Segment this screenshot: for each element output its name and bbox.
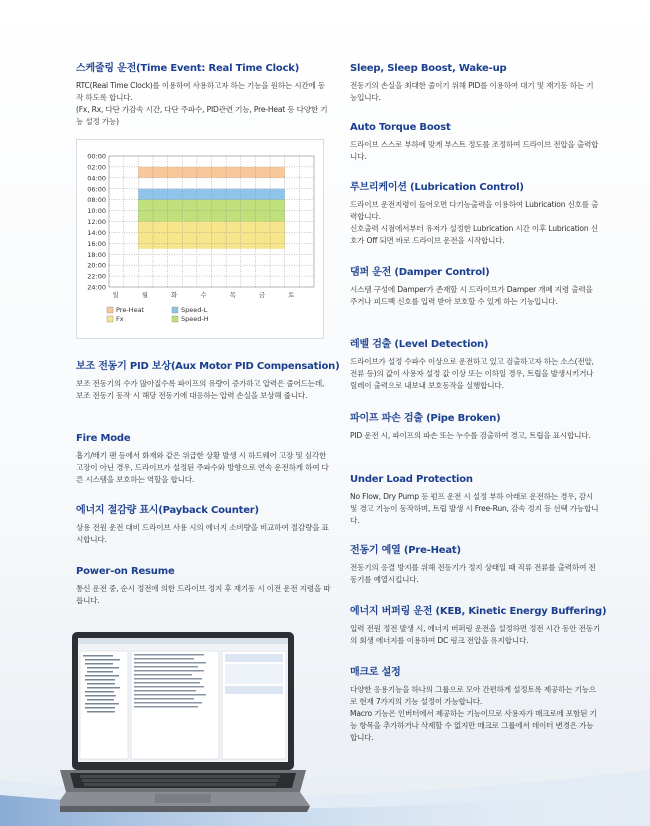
legend-label: Speed-H <box>181 315 209 323</box>
section-desc: 드라이브 스스로 부하에 맞게 부스트 정도를 조정하여 드라이브 전압을 출력합니다. <box>350 140 599 161</box>
section-desc-2: 신호출력 시점에서부터 유저가 설정한 Lubrication 시간 이후 Lubrication 신호가 Off 되면 바로 드라이브 운전을 시작합니다. <box>350 224 598 245</box>
section-desc: 상용 전원 운전 대비 드라이브 사용 시의 에너지 소비량을 비교하여 절감량을 표시합니다. <box>76 523 329 544</box>
section-desc-2: Macro 기능은 인버터에서 제공하는 기능이므로 사용자가 매크로에 포함된 기능 항목을 추가하거나 삭제할 수 없지만 매크로 그룹에서 데이터 변경은 가능합니다. <box>350 709 597 742</box>
section-desc: 다양한 응용기능을 하나의 그룹으로 모아 간편하게 설정토록 제공하는 기능으로 현재 7가지의 기능 설정이 가능합니다. <box>350 685 597 706</box>
section-payback <box>76 504 331 546</box>
section-title: Under Load Protection <box>350 474 473 485</box>
section-schedule <box>76 62 331 128</box>
section-desc: 통신 운전 중, 순시 정전에 의한 드라이브 정지 후 재기동 시 이전 운전 지령을 따릅니다. <box>76 584 331 605</box>
y-tick-label: 20:00 <box>87 261 106 270</box>
section-desc: 흡기/배기 팬 등에서 화재와 같은 위급한 상황 발생 시 하드웨어 고장 및 심각한 고장이 아닌 경우, 드라이브가 설정된 주파수와 방향으로 연속 운전하게 하여 다른 시스템을 보호하는 역할을 합니다. <box>76 451 329 484</box>
legend-label: Speed-L <box>181 306 208 314</box>
section-desc: No Flow, Dry Pump 등 펌프 운전 시 설정 부하 아래로 운전하는 경우, 감시 및 경고 기능이 동작하며, 트립 발생 시 Free-Run, 감속 정지 등 선택 가능합니다. <box>350 492 599 525</box>
legend-label: Fx <box>116 315 124 323</box>
y-tick-label: 10:00 <box>87 207 106 216</box>
section-preheat <box>350 544 600 586</box>
section-desc: 보조 전동기의 수가 많아질수록 파이프의 유량이 증가하고 압력은 줄어드는데, 보조 전동기 동작 시 해당 전동기에 대응하는 압력 손실을 보상해 줍니다. <box>76 379 325 400</box>
section-power-on <box>76 565 331 607</box>
section-title: 파이프 파손 검출 (Pipe Broken) <box>350 413 501 424</box>
section-title: Auto Torque Boost <box>350 122 451 133</box>
section-damper <box>350 266 600 308</box>
section-lubrication <box>350 181 600 247</box>
laptop-illustration <box>60 630 310 818</box>
section-desc: 드라이브 운전지령이 들어오면 다기능출력을 이용하여 Lubrication 신호를 출력합니다. <box>350 200 599 221</box>
section-desc: 드라이브가 설정 수파수 이상으로 운전하고 있고 검출하고자 하는 소스(전압, 전류 등)의 값이 사용자 설정 값 이상 또는 이하일 경우, 트립을 발생시키거나 릴레이 출력으로 내보내 보호동작을 실행합니다. <box>350 357 594 390</box>
legend-swatch <box>107 307 113 313</box>
y-tick-label: 14:00 <box>87 228 106 237</box>
section-title: 레벨 검출 (Level Detection) <box>350 339 489 350</box>
section-pipe <box>350 412 600 442</box>
section-keb <box>350 605 607 647</box>
section-level <box>350 338 600 392</box>
section-title: Power-on Resume <box>76 566 175 577</box>
x-tick-label: 화 <box>171 291 178 299</box>
section-desc: 전동기의 손실을 최대한 줄이기 위해 PID를 이용하여 대기 및 재기동 하는 기능입니다. <box>350 81 594 102</box>
section-underload <box>350 473 600 527</box>
section-title: 댐퍼 운전 (Damper Control) <box>350 267 490 278</box>
legend-swatch <box>172 307 178 313</box>
section-sleep <box>350 62 600 104</box>
section-title: 전동기 예열 (Pre-Heat) <box>350 545 461 556</box>
section-aux-pid <box>76 360 340 402</box>
x-tick-label: 월 <box>141 291 149 299</box>
section-torque <box>350 121 600 163</box>
section-desc: 시스템 구성에 Damper가 존재할 시 드라이브가 Damper 개폐 지령 출력을 주거나 피드백 신호를 입력 받아 보호할 수 있게 하는 기능입니다. <box>350 285 593 306</box>
y-tick-label: 04:00 <box>87 174 106 183</box>
y-tick-label: 00:00 <box>87 152 106 161</box>
section-desc: RTC(Real Time Clock)를 이용하여 사용하고자 하는 기능을 원하는 시간에 동작 하도록 합니다. <box>76 81 326 102</box>
x-tick-label: 목 <box>229 291 236 299</box>
series-bar-fx <box>138 222 284 249</box>
y-tick-label: 18:00 <box>87 250 106 259</box>
section-title: 루브리케이션 (Lubrication Control) <box>350 182 524 193</box>
y-tick-label: 24:00 <box>87 283 106 292</box>
section-title: 에너지 절감량 표시(Payback Counter) <box>76 505 259 516</box>
section-note: (Fx, Rx, 다단 가감속 시간, 다단 주파수, PID관련 기능, Pre-Heat 등 다양한 기능 설정 가능) <box>76 105 328 126</box>
y-tick-label: 08:00 <box>87 196 106 205</box>
section-fire-mode <box>76 432 331 486</box>
section-title: 보조 전동기 PID 보상(Aux Motor PID Compensation) <box>76 361 340 372</box>
schedule-chart <box>76 139 324 339</box>
legend-swatch <box>107 316 113 322</box>
y-tick-label: 22:00 <box>87 272 106 281</box>
section-title: Sleep, Sleep Boost, Wake-up <box>350 63 507 74</box>
x-tick-label: 일 <box>112 291 119 299</box>
section-title: Fire Mode <box>76 433 131 444</box>
section-desc: 전동기의 응결 방지를 위해 전동기가 정지 상태일 때 직류 전류를 출력하여 전동기를 예열시킵니다. <box>350 563 596 584</box>
y-tick-label: 16:00 <box>87 239 106 248</box>
section-desc: PID 운전 시, 파이프의 파손 또는 누수를 검출하여 경고, 트립을 표시합니다. <box>350 431 591 440</box>
y-tick-label: 02:00 <box>87 163 106 172</box>
section-desc: 입력 전원 정전 발생 시, 에너지 버퍼링 운전을 설정하면 정전 시간 동안 전동기의 회생 에너지를 이용하여 DC 링크 전압을 유지합니다. <box>350 624 600 645</box>
x-tick-label: 금 <box>258 291 266 299</box>
section-title: 매크로 설정 <box>350 667 401 678</box>
x-tick-label: 수 <box>200 291 207 299</box>
y-tick-label: 06:00 <box>87 185 106 194</box>
legend-swatch <box>172 316 178 322</box>
legend-label: Pre-Heat <box>116 306 145 314</box>
x-tick-label: 토 <box>288 291 295 299</box>
y-tick-label: 12:00 <box>87 218 106 226</box>
section-title: 에너지 버퍼링 운전 (KEB, Kinetic Energy Buffering) <box>350 606 607 617</box>
schedule-chart-svg <box>77 140 325 340</box>
section-title: 스케줄링 운전(Time Event: Real Time Clock) <box>76 63 300 74</box>
